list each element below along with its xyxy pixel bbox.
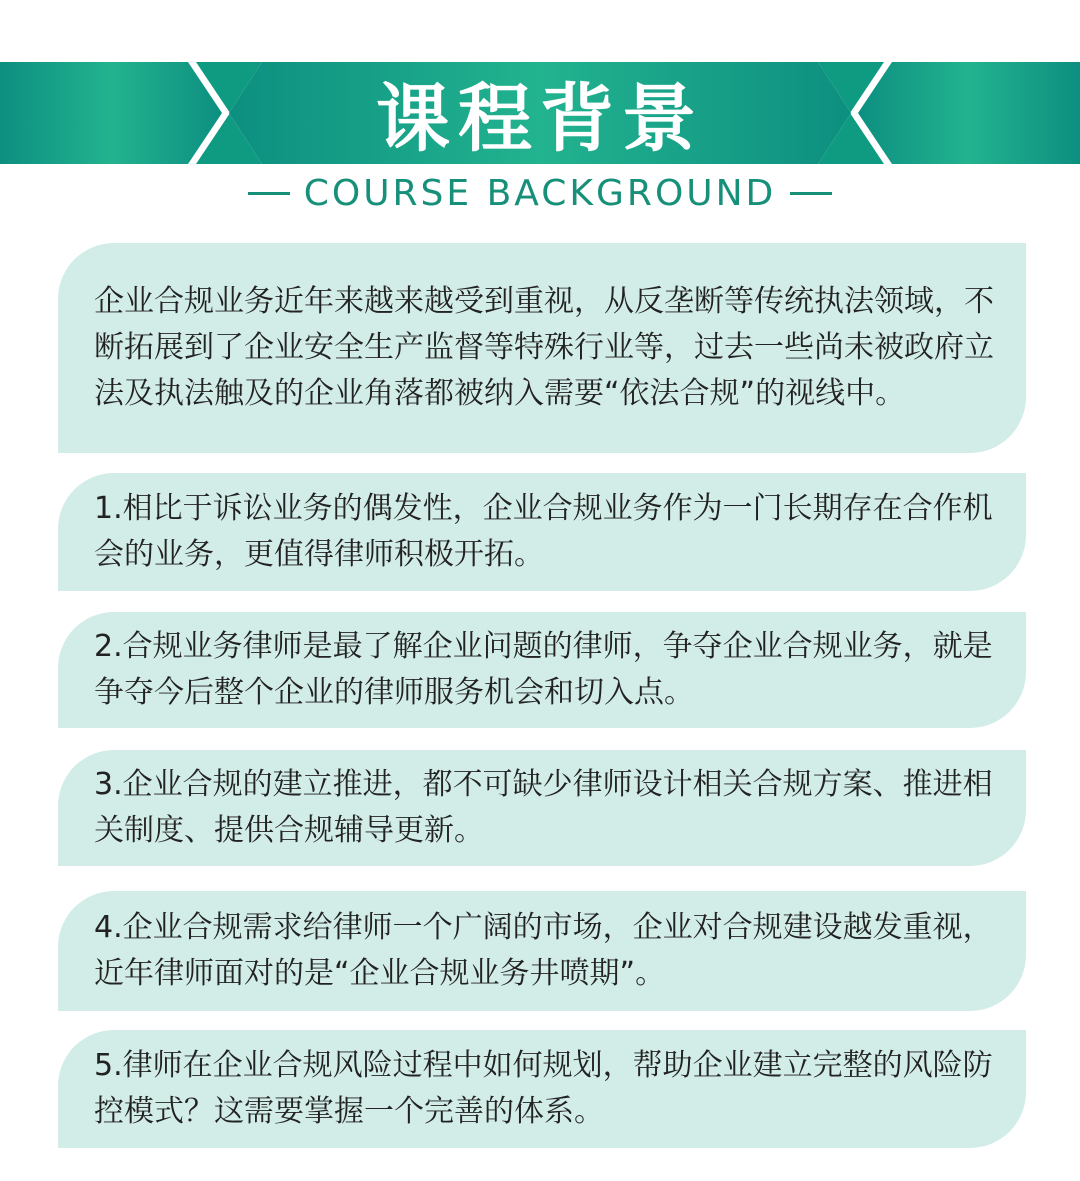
point-card-2-text: 2.合规业务律师是最了解企业问题的律师，争夺企业合规业务，就是争夺今后整个企业的律师服务机会和切入点。 — [94, 629, 993, 710]
point-card-1 — [58, 473, 1026, 591]
point-card-2 — [58, 612, 1026, 728]
point-card-3 — [58, 750, 1026, 866]
intro-card — [58, 243, 1026, 453]
subtitle-text: COURSE BACKGROUND — [303, 172, 777, 214]
subtitle-dash-left — [248, 192, 290, 195]
point-card-4 — [58, 891, 1026, 1011]
subtitle-dash-right — [790, 192, 832, 195]
page-subtitle — [0, 168, 1080, 218]
intro-card-text: 企业合规业务近年来越来越受到重视，从反垄断等传统执法领域，不断拓展到了企业安全生产监督等特殊行业等，过去一些尚未被政府立法及执法触及的企业角落都被纳入需要“依法合规”的视线中。 — [94, 284, 994, 411]
point-card-5 — [58, 1030, 1026, 1148]
point-card-5-text: 5.律师在企业合规风险过程中如何规划，帮助企业建立完整的风险防控模式？这需要掌握一个完善的体系。 — [94, 1048, 993, 1129]
point-card-4-text: 4.企业合规需求给律师一个广阔的市场，企业对合规建设越发重视，近年律师面对的是“企业合规业务井喷期”。 — [94, 910, 993, 991]
page-title: 课程背景 — [376, 76, 704, 162]
point-card-1-text: 1.相比于诉讼业务的偶发性，企业合规业务作为一门长期存在合作机会的业务，更值得律师积极开拓。 — [94, 491, 993, 572]
point-card-3-text: 3.企业合规的建立推进，都不可缺少律师设计相关合规方案、推进相关制度、提供合规辅导更新。 — [94, 767, 993, 848]
